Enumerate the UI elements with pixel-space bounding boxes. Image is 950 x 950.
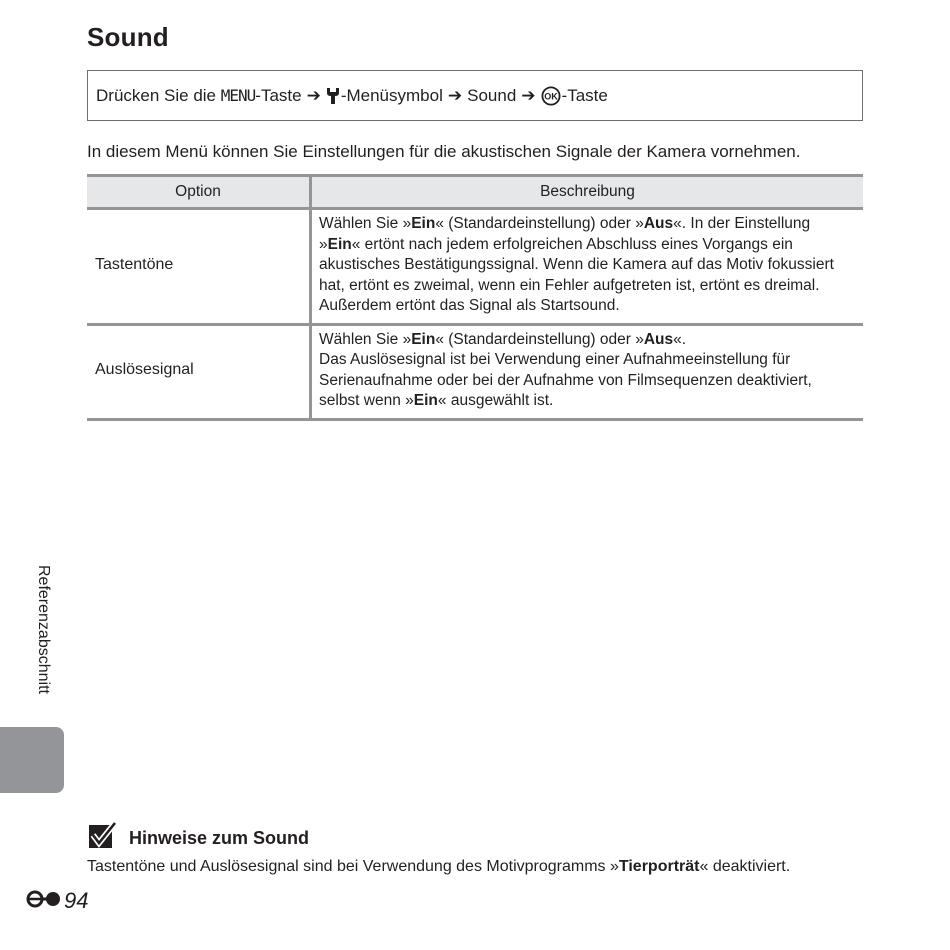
description-emphasis: Ein — [411, 330, 436, 348]
description-text: « (Standardeinstellung) oder » — [435, 330, 644, 348]
path-taste-1: -Taste — [255, 85, 302, 105]
ok-button-icon — [541, 86, 561, 106]
path-menu-symbol: -Menüsymbol — [340, 85, 443, 105]
option-name: Tastentöne — [87, 209, 311, 325]
arrow-icon: ➔ — [521, 85, 536, 105]
table-row — [87, 324, 863, 419]
note-text-before: Tastentöne und Auslösesignal sind bei Verwendung des Motivprogramms » — [87, 858, 619, 875]
description-emphasis: Aus — [643, 215, 674, 232]
svg-text:OK: OK — [543, 91, 558, 102]
description-text: « ertönt nach jedem erfolgreichen Abschluss eines Vorgangs ein — [351, 235, 793, 253]
option-description — [311, 324, 864, 419]
note-text — [87, 858, 790, 876]
menu-path-box — [87, 70, 863, 121]
description-text: » — [319, 235, 328, 253]
description-emphasis: Aus — [643, 330, 674, 348]
menu-key-label: MENU — [220, 86, 256, 105]
description-text: « (Standardeinstellung) oder » — [435, 215, 644, 232]
path-item: Sound — [467, 85, 517, 105]
description-text: Wählen Sie » — [319, 215, 412, 232]
path-prefix: Drücken Sie die — [96, 85, 217, 105]
description-emphasis: Ein — [327, 235, 352, 253]
section-tab — [0, 727, 64, 793]
section-side-label: Referenzabschnitt — [35, 565, 52, 694]
note-text-bold: Tierporträt — [618, 858, 700, 875]
wrench-icon — [326, 87, 340, 105]
settings-table — [87, 174, 863, 421]
description-emphasis: Ein — [413, 392, 438, 409]
intro-text: In diesem Menü können Sie Einstellungen für die akustischen Signale der Kamera vornehmen. — [87, 142, 801, 161]
description-text: Wählen Sie » — [319, 330, 412, 348]
description-text: «. In der Einstellung — [673, 215, 811, 232]
description-text: « ausgewählt ist. — [437, 392, 554, 409]
arrow-icon: ➔ — [306, 85, 321, 105]
description-text: Außerdem ertönt das Signal als Startsound. — [319, 297, 620, 314]
arrow-icon: ➔ — [447, 85, 463, 105]
description-text: selbst wenn » — [319, 392, 414, 409]
description-text: «. — [673, 330, 687, 348]
note-title: Hinweise zum Sound — [129, 827, 310, 848]
page-number-value: 94 — [64, 888, 89, 913]
check-icon — [88, 822, 117, 854]
table-header-row — [87, 176, 863, 209]
note-text-after: « deaktiviert. — [699, 858, 791, 875]
option-description — [311, 209, 864, 325]
header-option: Option — [87, 176, 311, 209]
header-description: Beschreibung — [311, 176, 864, 209]
path-taste-2: -Taste — [561, 85, 608, 105]
description-emphasis: Ein — [411, 215, 436, 232]
option-name: Auslösesignal — [87, 324, 311, 419]
page-number — [26, 888, 88, 914]
table-row — [87, 209, 863, 325]
description-text: akustisches Bestätigungssignal. Wenn die Kamera auf das Motiv fokussiert — [319, 256, 834, 273]
reference-section-icon — [26, 889, 62, 914]
description-text: hat, ertönt es zweimal, wenn ein Fehler aufgetreten ist, ertönt es dreimal. — [319, 276, 820, 294]
page-title: Sound — [87, 22, 169, 52]
description-text: Das Auslösesignal ist bei Verwendung einer Aufnahmeeinstellung für — [319, 351, 791, 368]
description-text: Serienaufnahme oder bei der Aufnahme von Filmsequenzen deaktiviert, — [319, 371, 812, 389]
note-heading — [88, 822, 309, 854]
